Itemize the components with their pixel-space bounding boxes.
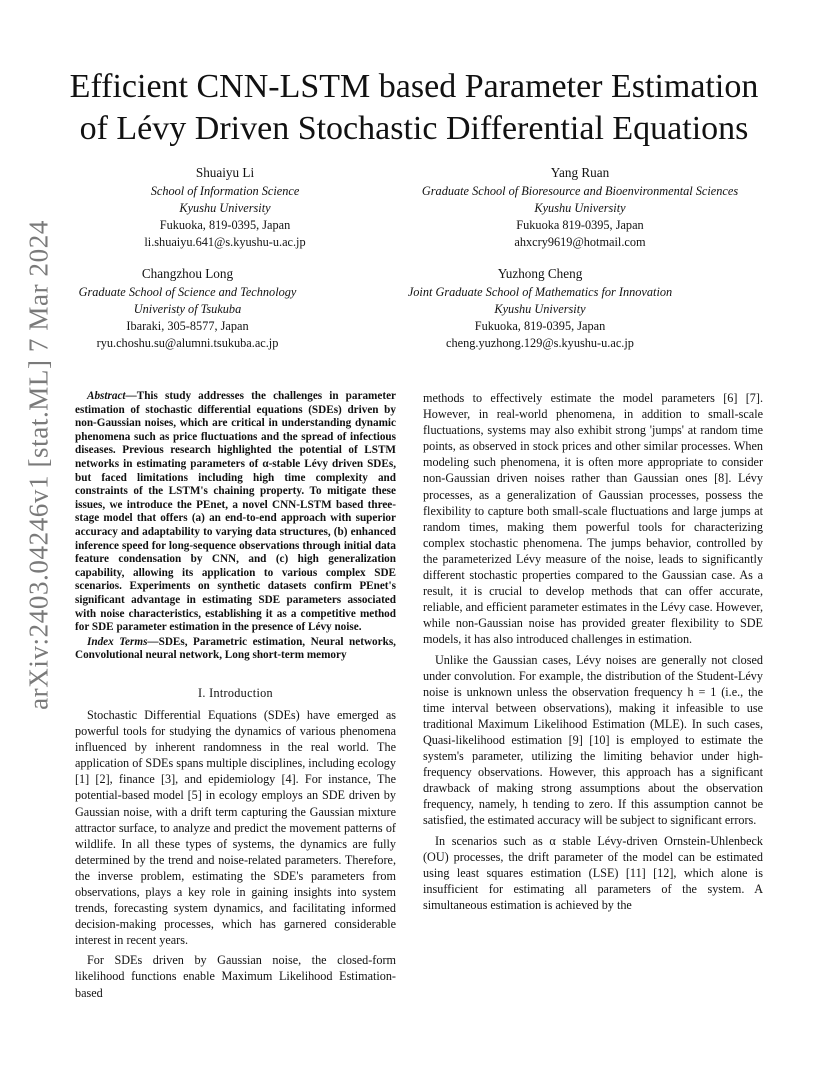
author-name: Changzhou Long <box>141 266 234 281</box>
author-name: Shuaiyu Li <box>195 165 255 180</box>
author-email: ahxcry9619@hotmail.com <box>514 235 646 249</box>
paper-title <box>60 66 768 150</box>
title-line-1: Efficient CNN-LSTM based Parameter Estimation <box>69 68 759 105</box>
author-email: li.shuaiyu.641@s.kyushu-u.ac.jp <box>144 235 306 249</box>
arxiv-identifier: arXiv:2403.04246v1 [stat.ML] 7 Mar 2024 <box>23 220 54 710</box>
left-column <box>75 390 396 1001</box>
author-affiliation: Graduate School of Science and Technology <box>78 285 297 299</box>
author-email: ryu.choshu.su@alumni.tsukuba.ac.jp <box>96 336 279 350</box>
index-terms-text: —SDEs, Parametric estimation, Neural networks, Convolutional neural network, Long short-term memory <box>75 635 396 662</box>
index-terms-label: Index Terms <box>87 635 148 648</box>
author-email: cheng.yuzhong.129@s.kyushu-u.ac.jp <box>446 336 634 350</box>
abstract-label: Abstract <box>87 390 126 402</box>
author-affiliation: School of Information Science <box>150 184 300 198</box>
author-block-4 <box>375 265 705 352</box>
author-institution: Univeristy of Tsukuba <box>133 302 242 316</box>
body-paragraph: In scenarios such as α stable Lévy-driven Ornstein-Uhlenbeck (OU) processes, the drift parameter of the model can be estimated using least squares estimation (LSE) [11] [12], which alone is insufficient for estimating all parameters of the system. A simultaneous estimation is achieved by the <box>423 833 763 912</box>
section-heading: I. Introduction <box>198 685 273 700</box>
abstract <box>75 390 396 635</box>
author-address: Fukuoka, 819-0395, Japan <box>474 319 606 333</box>
right-column <box>423 390 763 913</box>
author-name: Yuzhong Cheng <box>497 266 583 281</box>
author-institution: Kyushu University <box>494 302 586 316</box>
author-address: Fukuoka 819-0395, Japan <box>516 218 644 232</box>
body-paragraph: For SDEs driven by Gaussian noise, the closed-form likelihood functions enable Maximum Likelihood Estimation-based <box>75 953 396 1000</box>
author-institution: Kyushu University <box>534 201 626 215</box>
index-terms <box>75 636 396 663</box>
author-address: Fukuoka, 819-0395, Japan <box>159 218 291 232</box>
body-paragraph: Stochastic Differential Equations (SDEs) have emerged as powerful tools for studying the dynamics of various phenomena influenced by inherent randomness in the real world. The application of SDEs spans multiple disciplines, including ecology [1] [2], finance [3], and epidemiology [4]. For instance, The potential-based model [5] in ecology employs an SDE driven by Gaussian noise, with a drift term capturing the Gaussian mixture attractor surface, to analyze and predict the movement patterns of wildlife. In all these types of systems, the dynamics are fully determined by the trend and noise-related parameters. Therefore, the inverse problem, estimating the SDE's parameters from observations, plays a key role in gaining insights into system trends, forecasting system dynamics, and facilitating informed decision-making processes, which has garnered considerable interest in recent years. <box>75 707 396 948</box>
author-block-1 <box>95 164 355 251</box>
author-affiliation: Graduate School of Bioresource and Bioenvironmental Sciences <box>421 184 739 198</box>
author-block-2 <box>390 164 770 251</box>
abstract-text: —This study addresses the challenges in parameter estimation of stochastic differential equations (SDEs) driven by non-Gaussian noises, which are critical in understanding dynamic phenomena such as price fluctuations and the spread of infectious diseases. Previous research highlighted the potential of LSTM networks in estimating parameters of α-stable Lévy driven SDEs, but faced limitations including high time complexity and constraints of the LSTM's chaining property. To mitigate these issues, we introduce the PEnet, a novel CNN-LSTM based three-stage model that offers (a) an end-to-end approach with superior accuracy and adaptability to varying data structures, (b) enhanced inference speed for long-sequence observations through initial data feature condensation by CNN, and (c) high generalization capability, allowing its application to various complex SDE scenarios. Experiments on synthetic datasets confirm PEnet's significant advantage in estimating SDE parameters associated with noise characteristics, establishing it as a competitive method for SDE parameter estimation in the presence of Lévy noise. <box>75 390 396 634</box>
author-address: Ibaraki, 305-8577, Japan <box>126 319 249 333</box>
author-institution: Kyushu University <box>179 201 271 215</box>
author-name: Yang Ruan <box>550 165 610 180</box>
author-block-3 <box>55 265 320 352</box>
body-paragraph: methods to effectively estimate the model parameters [6] [7]. However, in real-world phenomena, in addition to small-scale fluctuations, systems may also exhibit strong 'jumps' at random time points, as observed in stock prices and other similar processes. When modeling such phenomena, it is often more appropriate to consider non-Gaussian driven noises rather than Gaussian ones [8]. Lévy processes, as a generalization of Gaussian processes, possess the flexibility to capture both small-scale fluctuations and large jumps at random times, making them powerful tools for characterizing complex stochastic phenomena. The jumps behavior, controlled by the parameterized Lévy measure of the noise, leads to significantly different stochastic properties compared to the Gaussian case. As a result, it is crucial to develop methods that can offer accurate, reliable, and efficient parameter estimates in the Lévy case. However, while non-Gaussian noise has provided greater flexibility to SDE models, it has also introduced challenges in estimation. <box>423 391 763 647</box>
author-affiliation: Joint Graduate School of Mathematics for Innovation <box>407 285 673 299</box>
body-paragraph: Unlike the Gaussian cases, Lévy noises are generally not closed under convolution. For example, the distribution of the Student-Lévy noise is unknown unless the observation frequency h = 1 (i.e., the time interval between observations), making it infeasible to use traditional Maximum Likelihood Estimation (MLE). In such cases, Quasi-likelihood estimation [9] [10] is employed to estimate the system's parameter, utilizing the limiting behavior under high-frequency observations. However, this approach has a significant drawback of making strong assumptions about the observation frequency, namely, h tending to zero. If this assumption cannot be satisfied, the estimated accuracy will be subject to significant errors. <box>423 652 763 828</box>
title-line-2: of Lévy Driven Stochastic Differential Equations <box>79 110 749 147</box>
